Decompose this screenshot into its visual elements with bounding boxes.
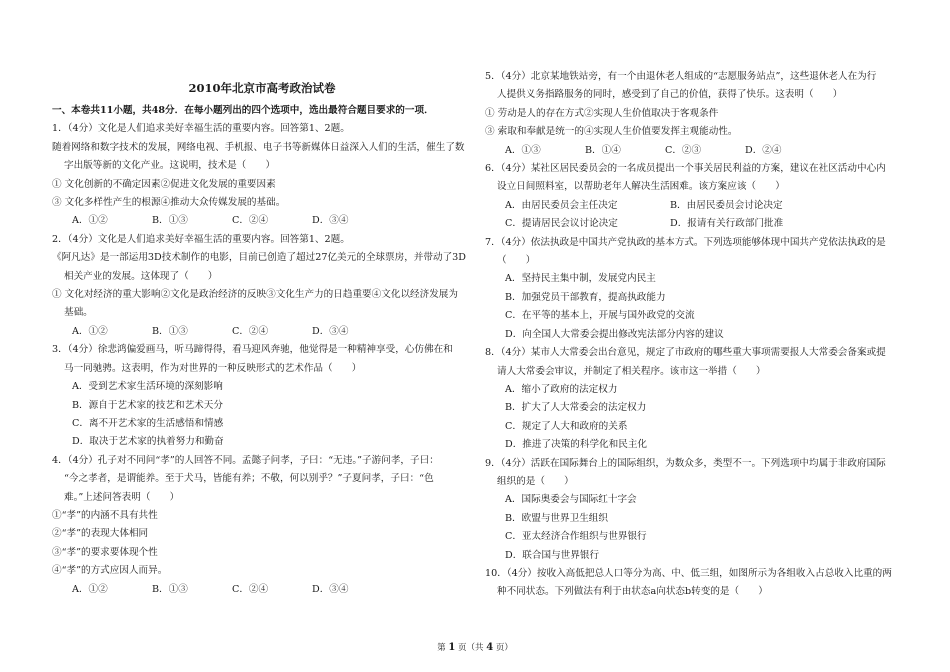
q2-options (52, 323, 472, 341)
option-c[interactable]: C．亚太经济合作组织与世界银行 (505, 531, 647, 543)
question-8 (485, 344, 905, 454)
option-d[interactable]: D．②④ (745, 144, 782, 156)
q2-statement: ① 文化对经济的重大影响②文化是政治经济的反映③文化生产力的日趋重要④文化以经济发展为 (52, 289, 458, 301)
option-b[interactable]: B．加强党员干部教育，提高执政能力 (505, 291, 666, 303)
q4-statement: ②“孝”的表现大体相同 (52, 528, 149, 540)
q10-text-line: 种不同状态。下列做法有利于由状态a向状态b转变的是（ ） (497, 586, 768, 598)
q5-text-line: 5．（4分）北京某地铁站旁，有一个由退休老人组成的“志愿服务站点”，这些退休老人在为行 (485, 71, 877, 82)
option-d[interactable]: D．③④ (312, 325, 349, 337)
q1-text-line: 随着网络和数字技术的发展，网络电视、手机报、电子书等新媒体日益深入人们的生活，催生了数 (52, 141, 465, 153)
question-3 (52, 341, 472, 451)
option-b[interactable]: B．①③ (152, 215, 188, 227)
q7-text-line: 7．（4分）依法执政是中国共产党执政的基本方式。下列选项能够体现中国共产党依法执政的是 (485, 236, 886, 248)
q6-options-row (485, 215, 905, 233)
question-6 (485, 160, 905, 234)
q1-statement: ① 文化创新的不确定因素②促进文化发展的重要因素 (52, 178, 276, 190)
q10-text-line: 10．（4分）按收入高低把总人口等分为高、中、低三组，如图所示为各组收入占总收入比重的两 (485, 567, 892, 579)
option-c[interactable]: C．②④ (232, 215, 269, 227)
footer-mid: 页（共 (457, 643, 484, 653)
q5-statement: ① 劳动是人的存在方式②实现人生价值取决于客观条件 (485, 107, 719, 119)
option-a[interactable]: A．①② (72, 215, 108, 227)
question-10 (485, 565, 905, 602)
q6-text-line: 6．（4分）某社区居民委员会的一名成员提出一个事关居民利益的方案，建议在社区活动中心内 (485, 163, 886, 175)
option-b[interactable]: B．①③ (152, 583, 188, 595)
q4-text-line: “今之孝者，是谓能养。至于犬马，皆能有养；不敬，何以别乎？”子夏问孝，子曰：“色 (64, 473, 434, 485)
q8-text-line: 请人大常委会审议，并制定了相关程序。该市这一举措（ ） (497, 365, 766, 377)
q2-statement: 基础。 (64, 307, 93, 319)
q2-text-line: 《阿凡达》是一部运用3D技术制作的电影，目前已创造了超过27亿美元的全球票房，并带动了3D (52, 252, 466, 264)
question-5 (485, 68, 905, 160)
option-b[interactable]: B．①③ (152, 325, 188, 337)
q5-text-line: 人提供义务指路服务的同时，感受到了自己的价值，获得了快乐。这表明（ ） (497, 89, 843, 101)
q3-text-line: 马一同驰骋。这表明，作为对世界的一种反映形式的艺术作品（ ） (64, 362, 362, 374)
option-a[interactable]: A．①② (72, 583, 108, 595)
q1-text-line: 字出版等新的文化产业。这说明，技术是（ ） (64, 160, 276, 172)
page-number: 1 (448, 642, 456, 653)
q5-options (485, 142, 905, 160)
total-pages: 4 (486, 642, 494, 653)
section-heading: 一、本卷共11小题，共48分．在每小题列出的四个选项中，选出最符合题目要求的一项． (52, 105, 434, 116)
option-a[interactable]: A．①② (72, 325, 108, 337)
question-7 (485, 234, 905, 344)
q4-text-line: 难。”上述问答表明（ ） (64, 491, 180, 503)
option-d[interactable]: D．报请有关行政部门批准 (670, 218, 784, 230)
question-4 (52, 452, 472, 599)
option-b[interactable]: B．扩大了人大常委会的法定权力 (505, 402, 647, 414)
option-c[interactable]: C．在平等的基本上，开展与国外政党的交流 (505, 310, 695, 322)
q6-options-row (485, 197, 905, 215)
question-2 (52, 231, 472, 341)
q4-options (52, 581, 472, 599)
option-b[interactable]: B．源自于艺术家的技艺和艺术天分 (72, 399, 223, 411)
question-9 (485, 455, 905, 565)
option-a[interactable]: A．国际奥委会与国际红十字会 (505, 494, 637, 506)
q9-text-line: 9．（4分）活跃在国际舞台上的国际组织，为数众多，类型不一。下列选项中均属于非政府国际 (485, 457, 886, 469)
q4-statement: ①“孝”的内涵不具有共性 (52, 509, 158, 521)
right-column (485, 68, 905, 602)
option-d[interactable]: D．③④ (312, 215, 349, 227)
q2-text-line: 相关产业的发展。这体现了（ ） (64, 270, 218, 282)
q4-text-line: 4．（4分）孔子对不同问“孝”的人回答不同。孟懿子问孝，子曰：“无违。”子游问孝，子曰： (52, 454, 439, 466)
page-title: 2010年北京市高考政治试卷 (188, 81, 336, 95)
option-d[interactable]: D．③④ (312, 583, 349, 595)
option-c[interactable]: C．离不开艺术家的生活感悟和情感 (72, 417, 224, 429)
page-footer (0, 641, 950, 653)
q5-statement: ③ 索取和奉献是统一的④实现人生价值要发挥主观能动性。 (485, 126, 738, 138)
q1-options (52, 212, 472, 230)
q4-statement: ③“孝”的要求要体现个性 (52, 546, 158, 558)
option-b[interactable]: B．由居民委员会讨论决定 (670, 199, 783, 211)
option-a[interactable]: A．受到艺术家生活环境的深刻影响 (72, 381, 223, 393)
q3-text-line: 3．（4分）徐悲鸿偏爱画马，听马蹄得得，看马迎风奔驰，他觉得是一种精神享受，心仿佛在和 (52, 344, 453, 356)
q1-statement: ③ 文化多样性产生的根源④推动大众传媒发展的基础。 (52, 197, 286, 209)
footer-suffix: 页） (495, 643, 513, 653)
option-c[interactable]: C．提请居民会议讨论决定 (505, 218, 618, 230)
q7-text-line: （ ） (497, 255, 536, 267)
option-c[interactable]: C．②④ (232, 583, 269, 595)
option-c[interactable]: C．②④ (232, 325, 269, 337)
option-a[interactable]: A．由居民委员会主任决定 (505, 199, 618, 211)
q2-stem: 2．（4分）文化是人们追求美好幸福生活的重要内容。回答第1、2题。 (52, 233, 350, 245)
q4-statement: ④“孝”的方式应因人而异。 (52, 565, 168, 577)
q8-text-line: 8．（4分）某市人大常委会出台意见，规定了市政府的哪些重大事项需要报人大常委会备案或提 (485, 347, 886, 359)
q1-stem: 1．（4分）文化是人们追求美好幸福生活的重要内容。回答第1、2题。 (52, 123, 350, 135)
option-d[interactable]: D．向全国人大常委会提出修改宪法部分内容的建议 (505, 328, 724, 340)
option-d[interactable]: D．联合国与世界银行 (505, 549, 600, 561)
option-d[interactable]: D．取决于艺术家的执着努力和勤奋 (72, 436, 224, 448)
footer-prefix: 第 (437, 643, 446, 653)
option-b[interactable]: B．①④ (585, 144, 621, 156)
q6-text-line: 设立日间照料室，以帮助老年人解决生活困难。该方案应该（ ） (497, 181, 785, 193)
option-a[interactable]: A．坚持民主集中制，发展党内民主 (505, 273, 656, 285)
q9-text-line: 组织的是（ ） (497, 475, 574, 487)
option-a[interactable]: A．①③ (505, 144, 541, 156)
option-a[interactable]: A．缩小了政府的法定权力 (505, 383, 618, 395)
question-1 (52, 120, 472, 230)
left-column (52, 102, 472, 599)
option-c[interactable]: C．规定了人大和政府的关系 (505, 420, 628, 432)
option-b[interactable]: B．欧盟与世界卫生组织 (505, 512, 608, 524)
option-d[interactable]: D．推进了决策的科学化和民主化 (505, 439, 648, 451)
option-c[interactable]: C．②③ (665, 144, 702, 156)
